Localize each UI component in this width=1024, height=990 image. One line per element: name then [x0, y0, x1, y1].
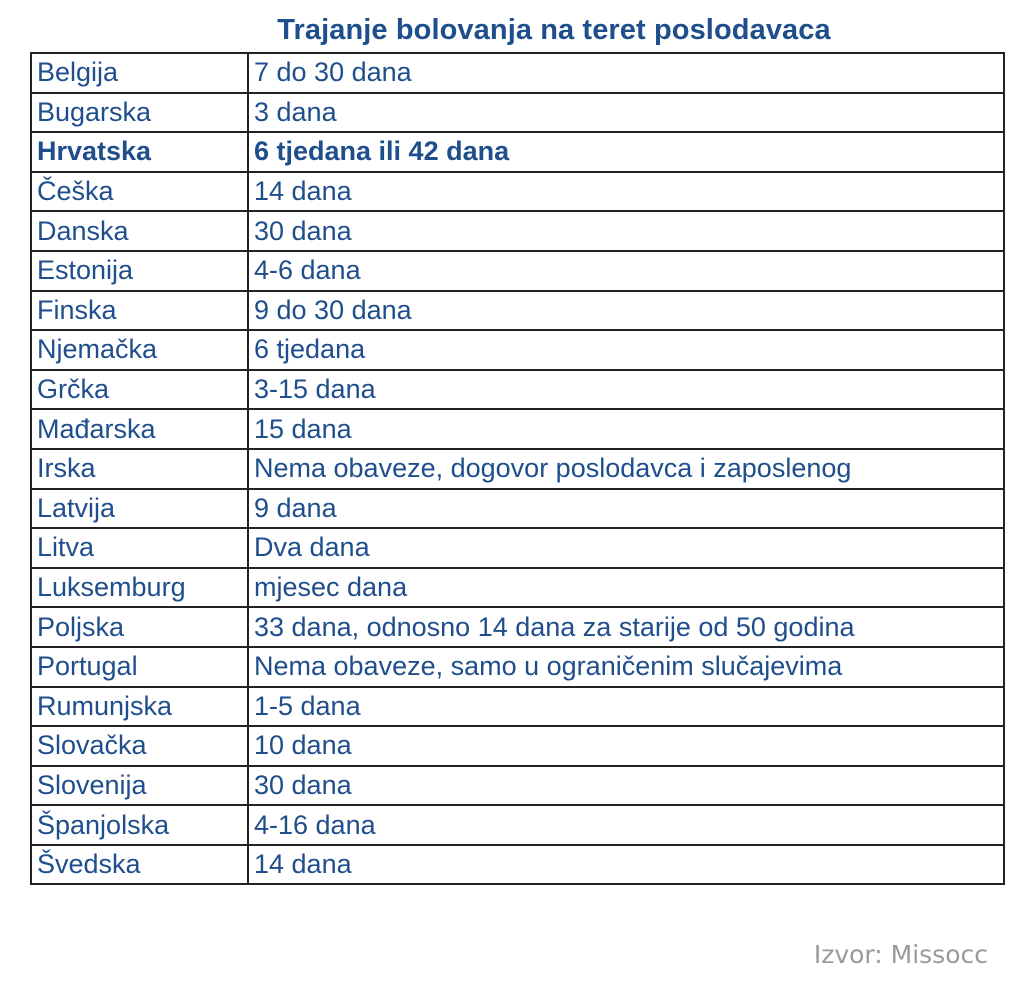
duration-cell: 3 dana — [248, 93, 1004, 133]
table-row — [31, 607, 1004, 647]
table-row — [31, 370, 1004, 410]
table-row — [31, 528, 1004, 568]
source-note: Izvor: Missocc — [813, 940, 988, 969]
duration-cell: 14 dana — [248, 172, 1004, 212]
country-cell: Njemačka — [31, 330, 248, 370]
duration-cell: 15 dana — [248, 409, 1004, 449]
country-cell: Latvija — [31, 489, 248, 529]
country-cell: Grčka — [31, 370, 248, 410]
table-row — [31, 687, 1004, 727]
table-row — [31, 291, 1004, 331]
table-row — [31, 409, 1004, 449]
country-cell: Litva — [31, 528, 248, 568]
country-cell: Portugal — [31, 647, 248, 687]
duration-cell: 3-15 dana — [248, 370, 1004, 410]
country-cell: Mađarska — [31, 409, 248, 449]
duration-cell: mjesec dana — [248, 568, 1004, 608]
table-row — [31, 726, 1004, 766]
duration-cell: 9 do 30 dana — [248, 291, 1004, 331]
country-cell: Danska — [31, 211, 248, 251]
duration-cell: 33 dana, odnosno 14 dana za starije od 50 godina — [248, 607, 1004, 647]
table-row — [31, 647, 1004, 687]
table-row — [31, 766, 1004, 806]
country-cell: Slovačka — [31, 726, 248, 766]
country-cell: Estonija — [31, 251, 248, 291]
duration-cell: 1-5 dana — [248, 687, 1004, 727]
duration-cell: 9 dana — [248, 489, 1004, 529]
table-row — [31, 845, 1004, 885]
country-cell: Bugarska — [31, 93, 248, 133]
country-cell: Luksemburg — [31, 568, 248, 608]
table-row — [31, 805, 1004, 845]
country-cell: Belgija — [31, 53, 248, 93]
country-cell: Češka — [31, 172, 248, 212]
table-title: Trajanje bolovanja na teret poslodavaca — [277, 14, 831, 46]
table-row — [31, 132, 1004, 172]
table-row — [31, 489, 1004, 529]
country-cell: Španjolska — [31, 805, 248, 845]
table-row — [31, 211, 1004, 251]
table-row — [31, 251, 1004, 291]
table-row — [31, 172, 1004, 212]
table-row — [31, 449, 1004, 489]
duration-cell: Nema obaveze, dogovor poslodavca i zaposlenog — [248, 449, 1004, 489]
country-cell: Slovenija — [31, 766, 248, 806]
duration-cell: 4-16 dana — [248, 805, 1004, 845]
table-row — [31, 53, 1004, 93]
country-cell: Finska — [31, 291, 248, 331]
country-cell: Švedska — [31, 845, 248, 885]
duration-cell: 30 dana — [248, 211, 1004, 251]
duration-cell: Nema obaveze, samo u ograničenim slučajevima — [248, 647, 1004, 687]
country-cell: Rumunjska — [31, 687, 248, 727]
country-cell: Irska — [31, 449, 248, 489]
duration-cell: 6 tjedana — [248, 330, 1004, 370]
duration-cell: 10 dana — [248, 726, 1004, 766]
duration-cell: 14 dana — [248, 845, 1004, 885]
sick-leave-table — [30, 52, 1005, 885]
duration-cell: 7 do 30 dana — [248, 53, 1004, 93]
table-row — [31, 568, 1004, 608]
duration-cell: 30 dana — [248, 766, 1004, 806]
country-cell: Hrvatska — [31, 132, 248, 172]
table-row — [31, 93, 1004, 133]
duration-cell: Dva dana — [248, 528, 1004, 568]
table-row — [31, 330, 1004, 370]
country-cell: Poljska — [31, 607, 248, 647]
duration-cell: 4-6 dana — [248, 251, 1004, 291]
duration-cell: 6 tjedana ili 42 dana — [248, 132, 1004, 172]
